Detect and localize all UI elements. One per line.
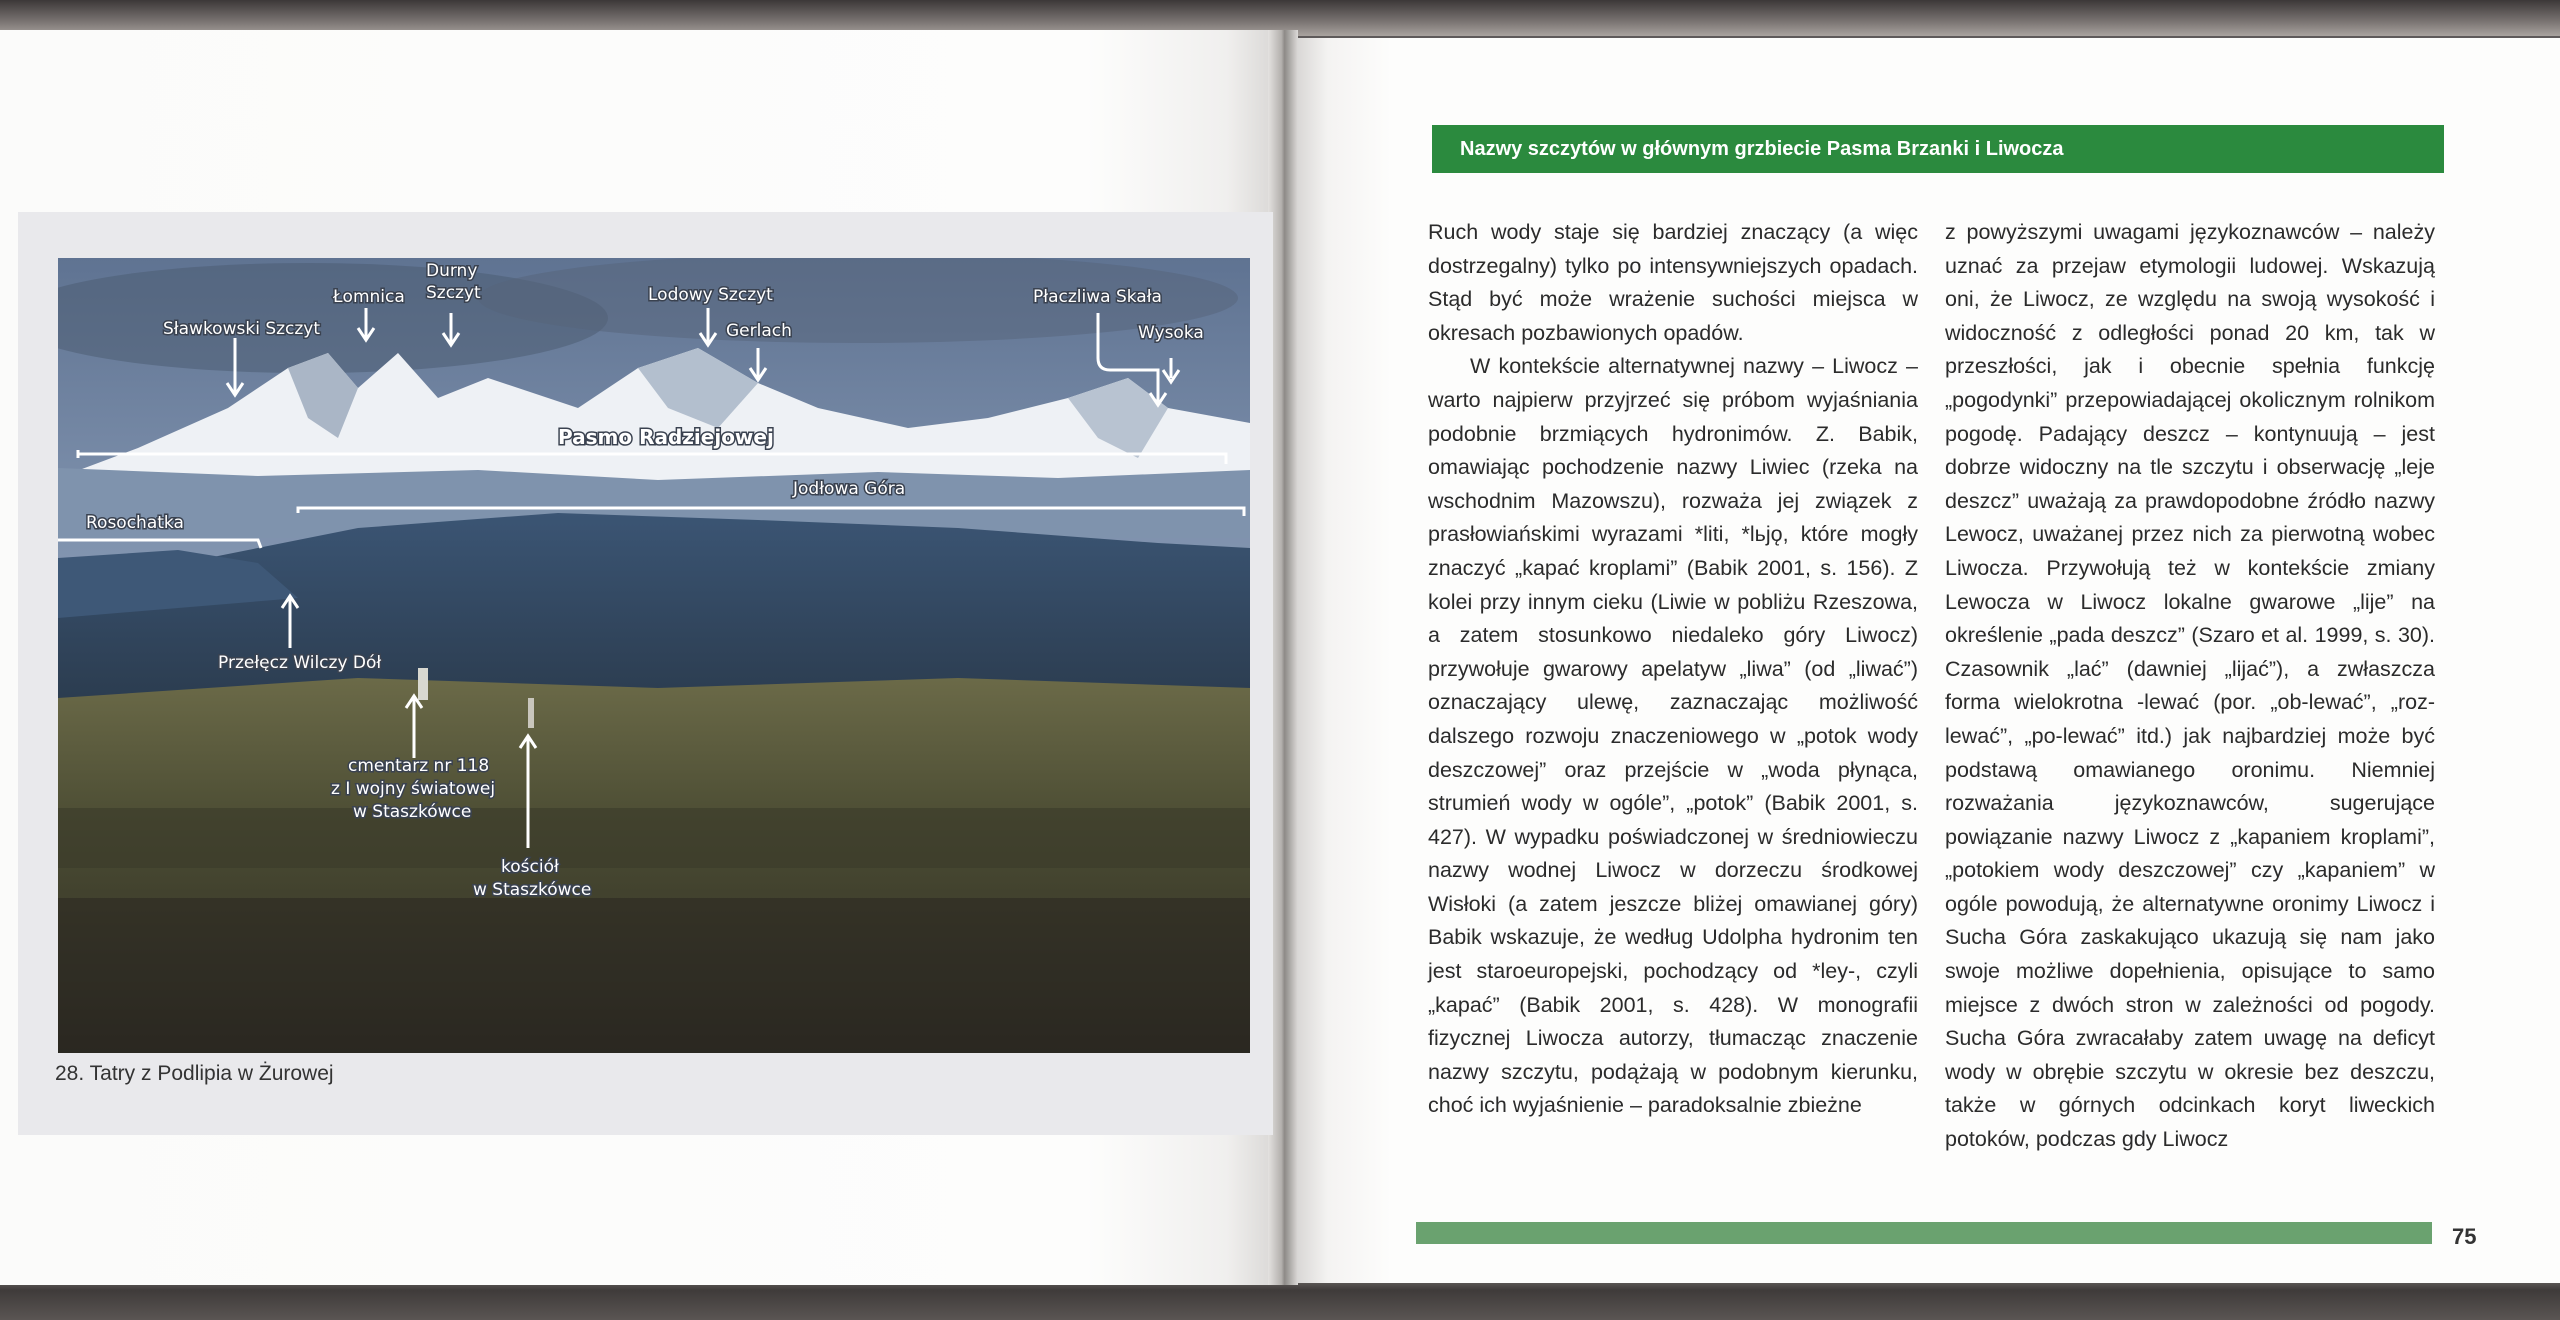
label-kosciol-1: kościół <box>501 857 559 877</box>
chapter-title: Nazwy szczytów w głównym grzbiecie Pasma Brzanki i Liwocza <box>1460 138 2064 160</box>
label-durny-1: Durny <box>426 261 478 281</box>
text-column-right <box>1945 216 2435 1157</box>
label-rosochatka: Rosochatka <box>86 513 184 533</box>
paragraph: Ruch wody staje się bardziej znaczący (a więc dostrzegalny) tylko po intensywniejszych opadach. Stąd być może wrażenie suchości miejsca w okresach pozbawionych opadów. <box>1428 220 1918 345</box>
photo-tatry <box>58 258 1250 1053</box>
label-cmentarz-3: w Staszkówce <box>353 802 472 822</box>
label-gerlach: Gerlach <box>726 321 792 341</box>
paragraph: z powyższymi uwagami językoznawców – należy uznać za przejaw etymologii ludowej. Wskazują oni, że Liwocz, ze względu na swoją wysokość i widoczność z odległości ponad 20 km, tak w przeszłości, jak i obecnie spełnia funkcję „pogodynki” przepowiadającej okolicznym rolnikom pogodę. Padający deszcz – kontynuują – jest dobrze widoczny na tle szczytu i obserwację „leje deszcz” uważają za prawdopodobne źródło nazwy Lewocz, uważanej przez nich za pierwotną wobec Liwocza. Przywołują też w kontekście zmiany Lewocza w Liwocz lokalne gwarowe „lije” na określenie „pada deszcz” (Szaro et al. 1999, s. 30). Czasownik „lać” (dawniej „lijać”), a zwłaszcza forma wielokrotna -lewać (por. „ob-lewać”, „roz-lewać”, „po-lewać” itd.) jak najbardziej może być podstawą omawianego oronimu. Niemniej rozważania językoznawców, sugerujące powiązanie nazwy Liwocz z „kapaniem kroplami”, „potokiem wody deszczowej” czy „kapaniem” w ogóle powodują, że alternatywne oronimy Liwocz i Sucha Góra zaskakująco ukazują się nam jako swoje możliwe dopełnienia, opisujące to samo miejsce z dwóch stron w zależności od pogody. Sucha Góra zwracałaby zatem uwagę na deficyt wody w obrębie szczytu w okresie bez deszczu, także w górnych odcinkach koryt liweckich potoków, podczas gdy Liwocz <box>1945 220 2435 1152</box>
label-slawkowski: Sławkowski Szczyt <box>163 319 321 339</box>
label-durny-2: Szczyt <box>426 283 481 303</box>
footer-bar <box>1416 1222 2432 1244</box>
text-column-left <box>1428 216 1918 1123</box>
label-wysoka: Wysoka <box>1138 323 1204 343</box>
label-przelecz: Przełęcz Wilczy Dół <box>218 653 382 673</box>
photo-illustration <box>58 258 1250 1053</box>
label-cmentarz-1: cmentarz nr 118 <box>348 756 490 776</box>
label-pasmo-radziejowej: Pasmo Radziejowej <box>558 425 774 449</box>
label-cmentarz-2: z I wojny światowej <box>331 779 496 799</box>
label-lodowy: Lodowy Szczyt <box>648 285 773 305</box>
chapter-header-bar <box>1432 125 2444 173</box>
label-kosciol-2: w Staszkówce <box>473 880 592 900</box>
label-lomnica: Łomnica <box>333 287 405 307</box>
label-placzliwa: Płaczliwa Skała <box>1033 287 1162 307</box>
figure-caption: 28. Tatry z Podlipia w Żurowej <box>55 1062 334 1085</box>
paragraph: W kontekście alternatywnej nazwy – Liwocz – warto najpierw przyjrzeć się próbom wyjaśniania podobnie brzmiących hydronimów. Z. Babik, omawiając pochodzenie nazwy Liwiec (rzeka na wschodnim Mazowszu), rozważa jej związek z prasłowiańskimi wyrazami *liti, *lьjǫ, które mogły znaczyć „kapać kroplami” (Babik 2001, s. 156). Z kolei przy innym cieku (Liwie w pobliżu Rzeszowa, a zatem stosunkowo niedaleko góry Liwocz) przywołuje gwarowy apelatyw „liwa” (od „liwać”) oznaczający ulewę, zaznaczając możliwość dalszego rozwoju znaczeniowego w „potok wody deszczowej” oraz przejście w „woda płynąca, strumień wody w ogóle”, „potok” (Babik 2001, s. 427). W wypadku poświadczonej w średniowieczu nazwy wodnej Liwocz w dorzeczu środkowej Wisłoki (a zatem jeszcze bliżej omawianej góry) Babik wskazuje, że według Udolpha hydronim ten jest staroeuropejski, pochodzący od *ley-, czyli „kapać” (Babik 2001, s. 428). W monografii fizycznej Liwocza autorzy, tłumacząc znaczenie nazwy szczytu, podążają w podobnym kierunku, choć ich wyjaśnienie – paradoksalnie zbieżne <box>1428 354 1918 1118</box>
page-number: 75 <box>2452 1224 2477 1249</box>
label-jodlowa: Jodłowa Góra <box>793 479 906 499</box>
